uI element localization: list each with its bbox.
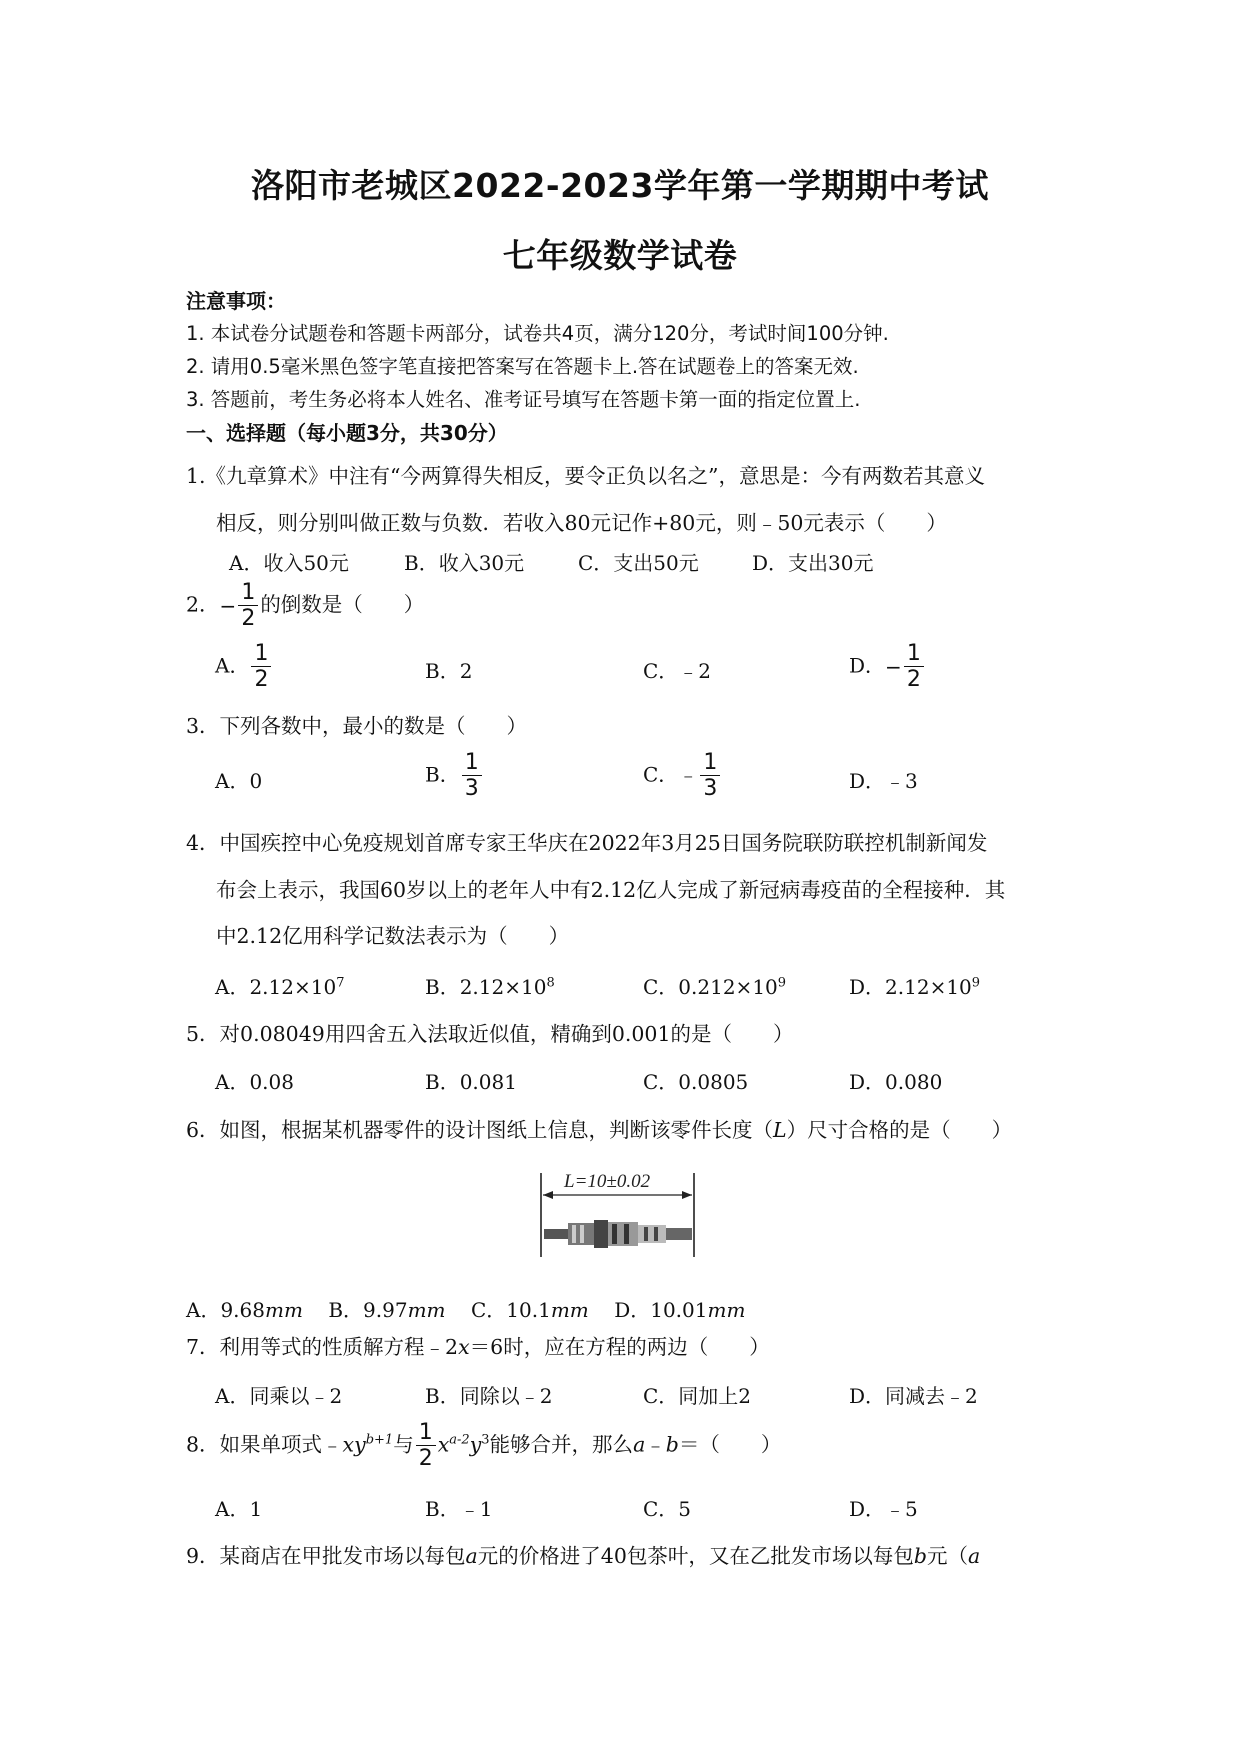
q6-option-c-unit: mm: [550, 1298, 589, 1322]
q8-part3: 能够合并，那么: [489, 1432, 634, 1457]
q8-var-y: y: [469, 1432, 482, 1457]
q7-var-x: x: [458, 1335, 470, 1359]
q3-option-b-den: 3: [464, 776, 479, 801]
machine-part-icon: [544, 1220, 692, 1248]
q2-option-a: [215, 643, 273, 691]
q4-option-d-base: D．2.12×10: [849, 975, 972, 999]
q6-stem-pre: 6．如图，根据某机器零件的设计图纸上信息，判断该零件长度（: [186, 1118, 774, 1142]
arrow-right-icon: [682, 1191, 692, 1199]
q6-option-b-unit: mm: [407, 1298, 446, 1322]
question-5: 5．对0.08049用四舍五入法取近似值，精确到0.001的是（ ）: [186, 1022, 794, 1046]
q1-option-d: D．支出30元: [752, 551, 874, 575]
q2-option-a-num: 1: [251, 643, 271, 667]
q9-part3: 元（: [927, 1544, 968, 1568]
q8-frac-den: 2: [418, 1446, 433, 1471]
q4-option-c-exp: 9: [777, 975, 787, 991]
q8-var-b: b: [665, 1432, 679, 1457]
q2-option-c: C．﹣2: [643, 659, 712, 683]
q6-option-a-value: A．9.68: [186, 1298, 265, 1322]
q8-part2: 与: [393, 1432, 414, 1457]
q7-option-b: B．同除以﹣2: [425, 1384, 553, 1408]
question-1-line1: 1.《九章算术》中注有“今两算得失相反，要令正负以名之”，意思是：今有两数若其意义: [186, 464, 986, 488]
q8-var-x: x: [437, 1432, 450, 1457]
arrow-left-icon: [543, 1191, 553, 1199]
q3-option-b: [425, 752, 484, 800]
q2-option-d-label: D．: [849, 653, 886, 678]
q7-stem-post: ＝6时，应在方程的两边（ ）: [469, 1335, 770, 1359]
q3-option-c-den: 3: [703, 776, 718, 801]
exam-title: 洛阳市老城区2022-2023学年第一学期期中考试: [251, 166, 989, 205]
q2-option-d-den: 2: [906, 667, 921, 692]
exam-subtitle: 七年级数学试卷: [502, 236, 738, 275]
question-1-line2: 相反，则分别叫做正数与负数．若收入80元记作+80元，则﹣50元表示（ ）: [216, 511, 947, 535]
q9-var-a2: a: [968, 1544, 981, 1568]
q9-part2: 元的价格进了40包茶叶，又在乙批发市场以每包: [477, 1544, 914, 1568]
q8-exp1: b+1: [365, 1432, 394, 1448]
q8-option-a: A．1: [215, 1497, 263, 1521]
q7-stem-pre: 7．利用等式的性质解方程﹣2: [186, 1335, 459, 1359]
question-7: [186, 1330, 770, 1360]
q2-option-b: B．2: [425, 659, 473, 683]
question-4-line2: 布会上表示，我国60岁以上的老年人中有2.12亿人完成了新冠病毒疫苗的全程接种．其: [216, 878, 1006, 902]
q4-option-c-base: C．0.212×10: [643, 975, 778, 999]
q2-minus: −: [219, 594, 237, 618]
question-4-line3: 中2.12亿用科学记数法表示为（ ）: [216, 924, 570, 948]
q2-option-a-label: A．: [215, 653, 250, 678]
q6-option-a-unit: mm: [264, 1298, 303, 1322]
q6-option-d-value: D．10.01: [614, 1298, 708, 1322]
q9-var-b: b: [913, 1544, 927, 1568]
q4-option-c: [643, 971, 786, 1000]
q2-stem-tail: 的倒数是（ ）: [260, 592, 425, 617]
q2-option-d-num: 1: [904, 643, 924, 667]
note-item: 2. 请用0.5毫米黑色签字笔直接把答案写在答题卡上.答在试题卷上的答案无效.: [186, 355, 859, 378]
q4-option-d: [849, 971, 980, 1000]
q5-option-b: B．0.081: [425, 1070, 517, 1094]
question-8: [186, 1422, 781, 1470]
q3-option-c: [643, 752, 722, 800]
q2-frac-den: 2: [241, 606, 256, 631]
q2-number: 2．: [186, 592, 220, 617]
q8-exp3: 3: [481, 1432, 490, 1448]
q5-option-a: A．0.08: [215, 1070, 294, 1094]
q8-var-xy: xy: [342, 1432, 366, 1457]
q1-option-b: B．收入30元: [404, 551, 525, 575]
q8-part5: ＝（ ）: [678, 1432, 782, 1457]
notes-heading: 注意事项：: [186, 289, 286, 313]
q4-option-a-base: A．2.12×10: [215, 975, 337, 999]
q5-option-d: D．0.080: [849, 1070, 943, 1094]
q4-option-a: [215, 971, 344, 1000]
q3-option-b-num: 1: [462, 752, 482, 776]
q8-fraction: [416, 1422, 436, 1470]
q6-option-b-value: B．9.97: [328, 1298, 408, 1322]
q6-var-l: L: [773, 1118, 787, 1142]
q3-option-a: A．0: [215, 769, 263, 793]
part-drawing: [532, 1165, 710, 1263]
q6-option-d: [614, 1298, 745, 1322]
q2-option-d-minus: −: [885, 655, 902, 679]
q4-option-b: [425, 971, 555, 1000]
q2-frac-num: 1: [238, 582, 258, 606]
q3-option-b-label: B．: [425, 762, 460, 787]
q8-part4: ﹣: [645, 1432, 666, 1457]
q7-option-a: A．同乘以﹣2: [215, 1384, 343, 1408]
q8-part1: 8．如果单项式﹣: [186, 1432, 343, 1457]
q5-option-c: C．0.0805: [643, 1070, 749, 1094]
q6-option-b: [328, 1298, 445, 1322]
q6-option-a: [186, 1298, 303, 1322]
note-item: 3. 答题前，考生务必将本人姓名、准考证号填写在答题卡第一面的指定位置上.: [186, 388, 861, 411]
q8-option-d: D．﹣5: [849, 1497, 918, 1521]
question-6: [186, 1113, 1012, 1143]
q1-option-a: A．收入50元: [229, 551, 349, 575]
q4-option-b-exp: 8: [546, 975, 555, 991]
question-9: [186, 1539, 980, 1569]
q4-option-b-base: B．2.12×10: [425, 975, 547, 999]
section-heading: 一、选择题（每小题3分，共30分）: [186, 421, 508, 445]
q6-stem-post: ）尺寸合格的是（ ）: [786, 1118, 1013, 1142]
q7-option-c: C．同加上2: [643, 1384, 752, 1408]
q6-option-c: [471, 1298, 589, 1322]
q8-var-a: a: [633, 1432, 646, 1457]
q3-option-c-fraction: [700, 752, 720, 800]
note-item: 1. 本试卷分试题卷和答题卡两部分，试卷共4页，满分120分，考试时间100分钟.: [186, 322, 889, 345]
question-2: [186, 582, 424, 630]
q4-option-a-exp: 7: [336, 975, 345, 991]
q3-option-b-fraction: [462, 752, 482, 800]
q6-option-d-unit: mm: [707, 1298, 746, 1322]
q2-fraction: [238, 582, 258, 630]
part-drawing-figure: [532, 1165, 710, 1263]
q2-option-a-fraction: [251, 643, 271, 691]
q7-option-d: D．同减去﹣2: [849, 1384, 978, 1408]
q2-option-d-fraction: [904, 643, 924, 691]
q6-option-c-value: C．10.1: [470, 1298, 551, 1322]
q8-option-c: C．5: [643, 1497, 692, 1521]
q3-option-d: D．﹣3: [849, 769, 918, 793]
q8-option-b: B．﹣1: [425, 1497, 493, 1521]
q8-frac-num: 1: [416, 1422, 436, 1446]
q3-option-c-num: 1: [700, 752, 720, 776]
question-4-line1: 4．中国疾控中心免疫规划首席专家王华庆在2022年3月25日国务院联防联控机制新闻发: [186, 831, 988, 855]
q3-option-c-label: C．﹣: [643, 762, 699, 787]
q1-option-c: C．支出50元: [578, 551, 699, 575]
q9-part1: 9．某商店在甲批发市场以每包: [186, 1544, 466, 1568]
q2-option-a-den: 2: [254, 667, 269, 692]
q4-option-d-exp: 9: [971, 975, 981, 991]
question-3: 3．下列各数中，最小的数是（ ）: [186, 714, 528, 738]
q9-var-a: a: [465, 1544, 478, 1568]
q8-exp2: a-2: [449, 1432, 470, 1448]
q2-option-d: [849, 643, 926, 691]
dimension-label: L=10±0.02: [564, 1171, 651, 1192]
q6-options: [186, 1294, 745, 1323]
